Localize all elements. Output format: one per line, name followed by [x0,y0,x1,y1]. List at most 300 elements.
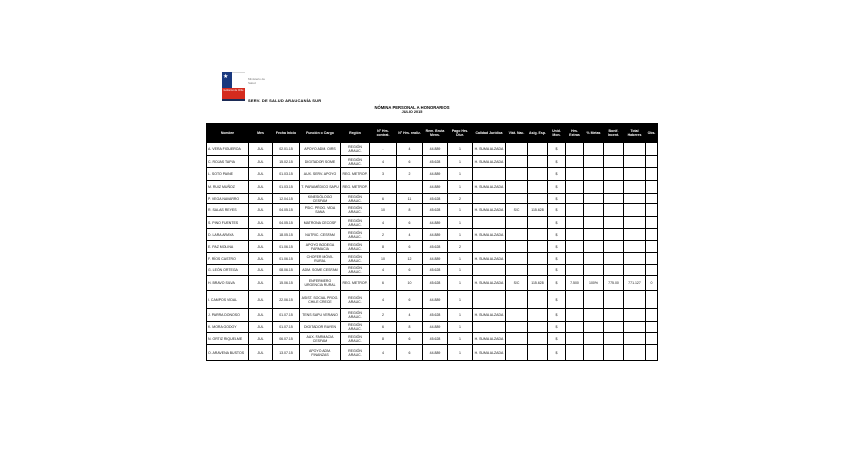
table-cell: $ [548,241,566,253]
table-cell [646,322,658,333]
table-cell [566,156,584,168]
table-cell: $ [548,168,566,181]
table-cell [584,156,604,168]
table-cell: 100% [584,276,604,291]
table-cell: 1 [448,229,473,241]
table-cell: 6 [370,322,397,333]
table-row [207,291,658,309]
table-cell [473,194,506,204]
column-header: Función o Cargo [300,124,341,143]
table-cell: JUL [249,276,273,291]
table-cell [624,345,646,361]
table-cell: 44.889 [423,229,448,241]
table-cell: CHOFER MÓVIL RURAL [300,253,341,265]
table-cell: REGIÓN ARAUC. [341,194,370,204]
table-cell: JUL [249,291,273,309]
table-cell [624,143,646,156]
table-cell: 01.07.15 [273,309,300,322]
column-header: N° Hrs. contrat. [370,124,397,143]
table-cell [566,194,584,204]
table-cell: $ [548,265,566,276]
column-header: Asig. Esp. [528,124,548,143]
table-cell [528,181,548,194]
table-cell: 6 [397,345,423,361]
table-cell: $ [548,194,566,204]
table-cell: JUL [249,194,273,204]
table-cell: H. SUMA ALZADA [473,143,506,156]
table-cell: 2 [448,241,473,253]
table-cell [473,217,506,229]
table-cell [397,181,423,194]
column-header: Rem. Bruta Mens. [423,124,448,143]
table-cell [566,241,584,253]
table-cell [624,333,646,345]
table-cell: ASIST. SOCIAL PROG. CHILE CRECE [300,291,341,309]
column-header: Unid. Mon. [548,124,566,143]
table-cell: REG. METROP. [341,181,370,194]
table-cell [604,194,624,204]
table-cell: C. ROJAS TAPIA [207,156,249,168]
table-cell: REGIÓN ARAUC. [341,265,370,276]
table-cell [646,194,658,204]
table-cell [528,143,548,156]
table-cell: 6 [397,156,423,168]
table-cell [584,143,604,156]
table-cell: REGIÓN ARAUC. [341,309,370,322]
title-line2: JULIO 2015 [401,110,423,114]
table-cell: REG. METROP. [341,276,370,291]
column-header: Hrs. Extras [566,124,584,143]
table-cell: 45.628 [423,276,448,291]
table-cell: JUL [249,181,273,194]
table-cell: JUL [249,143,273,156]
table-row [207,322,658,333]
table-cell [624,322,646,333]
table-cell: 18.05.15 [273,229,300,241]
table-cell [604,229,624,241]
table-cell [584,181,604,194]
table-cell: H. SUMA ALZADA [473,156,506,168]
table-cell: 1 [448,322,473,333]
table-cell: A. VERA FIGUEROA [207,143,249,156]
table-cell [528,253,548,265]
table-header-row [207,124,658,143]
table-cell [370,181,397,194]
table-cell: JUL [249,156,273,168]
table-row [207,241,658,253]
table-cell [646,309,658,322]
table-cell [473,241,506,253]
table-cell: REGIÓN ARAUC. [341,345,370,361]
column-header: Pago Hrs. Diur. [448,124,473,143]
table-cell [604,143,624,156]
table-cell [646,168,658,181]
table-cell: REGIÓN ARAUC. [341,217,370,229]
table-cell [528,156,548,168]
gobierno-de-chile-logo [222,72,245,102]
table-cell: DIGITADOR RAYEN [300,322,341,333]
table-cell [624,217,646,229]
table-cell: 6 [397,265,423,276]
column-header: Nombre [207,124,249,143]
column-header: Calidad Jurídica [473,124,506,143]
table-cell: 1 [448,217,473,229]
logo-caption-line1: Ministerio de [248,77,266,81]
table-cell: N. ORTIZ RIQUELME [207,333,249,345]
table-cell [506,156,528,168]
table-cell [646,217,658,229]
table-row [207,265,658,276]
table-cell [584,229,604,241]
table-cell: 2 [397,168,423,181]
table-cell [584,309,604,322]
table-cell: 6 [397,291,423,309]
table-row [207,217,658,229]
table-cell: 4 [370,217,397,229]
logo-base-strip [222,99,245,101]
table-cell [584,265,604,276]
table-cell: 1 [448,168,473,181]
table-cell: REGIÓN ARAUC. [341,241,370,253]
table-cell: 22.06.15 [273,291,300,309]
table-cell: 115.628 [528,276,548,291]
table-cell [584,253,604,265]
table-cell: REGIÓN ARAUC. [341,291,370,309]
table-cell [566,229,584,241]
table-cell: 45.628 [423,241,448,253]
table-cell [646,265,658,276]
table-cell [528,309,548,322]
table-cell: H. SUMA ALZADA [473,276,506,291]
table-cell: $ [548,322,566,333]
table-cell: 1 [448,156,473,168]
table-cell: 01.07.15 [273,322,300,333]
table-cell: 04.05.15 [273,204,300,217]
table-cell [604,345,624,361]
document-title [300,105,524,115]
table-cell: F. RÍOS CASTRO [207,253,249,265]
table-row [207,181,658,194]
table-cell [506,241,528,253]
table-cell: $ [548,345,566,361]
table-cell: 0 [646,276,658,291]
table-cell [584,194,604,204]
table-cell [624,229,646,241]
flag-blue-canton [222,72,232,88]
table-cell [584,291,604,309]
table-cell: REGIÓN ARAUC. [341,229,370,241]
table-cell: 06.07.15 [273,333,300,345]
table-cell: REGIÓN ARAUC. [341,204,370,217]
table-cell: J. PARRA DONOSO [207,309,249,322]
table-cell: TENS SAPU VERANO [300,309,341,322]
table-cell [646,156,658,168]
table-cell: P. VEGA NAVARRO [207,194,249,204]
table-cell [584,345,604,361]
table-cell: S. PINO FUENTES [207,217,249,229]
table-cell: 8 [370,241,397,253]
table-cell: REGIÓN ARAUC. [341,322,370,333]
table-row [207,229,658,241]
star-icon: ★ [223,74,229,80]
table-row [207,143,658,156]
table-row [207,204,658,217]
table-cell [624,204,646,217]
table-cell [646,241,658,253]
flag-white-field [232,72,245,89]
table-cell [624,181,646,194]
table-cell: 13.07.15 [273,345,300,361]
table-cell: JUL [249,345,273,361]
table-cell: 02.01.15 [273,143,300,156]
table-cell: $ [548,204,566,217]
table-cell [584,204,604,217]
table-cell [566,181,584,194]
table-cell: 1 [448,291,473,309]
table-cell: 01.03.15 [273,181,300,194]
table-cell: 44.889 [423,168,448,181]
table-cell: APOYO ADM. FINANZAS [300,345,341,361]
table-cell [528,168,548,181]
column-header: N° Hrs. realiz. [397,124,423,143]
table-cell: 12.04.15 [273,194,300,204]
table-cell: JUL [249,333,273,345]
table-cell: 12 [397,253,423,265]
table-cell [566,253,584,265]
table-cell: 01.03.15 [273,168,300,181]
table-cell: JUL [249,217,273,229]
table-cell [624,194,646,204]
table-cell: 10 [397,276,423,291]
table-cell: 10 [370,253,397,265]
table-cell [604,168,624,181]
column-header: % Metas [584,124,604,143]
table-cell [604,291,624,309]
table-cell: 4 [370,345,397,361]
table-cell: 1 [448,143,473,156]
table-cell [624,168,646,181]
table-cell: 1 [448,276,473,291]
table-cell [624,291,646,309]
table-cell: 2 [370,309,397,322]
table-cell: $ [548,291,566,309]
table-cell [566,309,584,322]
table-cell [604,181,624,194]
table-cell: O. ARAVENA BUSTOS [207,345,249,361]
table-row [207,156,658,168]
table-cell: T. PARAMÉDICO SAPU [300,181,341,194]
column-header: Total Haberes [624,124,646,143]
table-cell: 6 [370,276,397,291]
table-cell [528,241,548,253]
table-cell: 1 [448,204,473,217]
flag-red-band: Gobierno de Chile [222,88,245,100]
table-cell: 44.889 [423,217,448,229]
table-cell [624,265,646,276]
table-cell: 6 [370,194,397,204]
table-cell: 6 [397,217,423,229]
table-cell: H. BRAVO SILVA [207,276,249,291]
table-cell: 1 [448,253,473,265]
table-cell: 45.628 [423,156,448,168]
table-cell: 1 [448,265,473,276]
table-cell: D. LARA ARAYA [207,229,249,241]
table-row [207,276,658,291]
table-cell [566,265,584,276]
table-cell [646,204,658,217]
table-cell: 8 [370,333,397,345]
table-cell [624,156,646,168]
table-cell [528,322,548,333]
table-row [207,309,658,322]
table-cell [473,291,506,309]
table-cell: S/C [506,276,528,291]
table-cell: AUX. SERV. APOYO [300,168,341,181]
table-cell [604,265,624,276]
table-cell [528,345,548,361]
table-cell: 3 [370,168,397,181]
personnel-table [206,123,658,361]
column-header: Región [341,124,370,143]
table-cell [604,156,624,168]
table-cell: 4 [397,309,423,322]
table-cell [506,322,528,333]
table-cell: H. SUMA ALZADA [473,333,506,345]
table-cell [506,253,528,265]
table-row [207,194,658,204]
table-cell: H. SUMA ALZADA [473,309,506,322]
table-cell: S/C [506,204,528,217]
table-cell: 11 [397,194,423,204]
logo-caption-line2: Salud [248,80,256,85]
table-cell [624,253,646,265]
table-cell: 01.06.15 [273,253,300,265]
table-cell: JUL [249,265,273,276]
table-cell: $ [548,217,566,229]
table-cell: 15.06.15 [273,276,300,291]
table-row [207,253,658,265]
table-cell: 8 [397,204,423,217]
table-cell: 4 [370,265,397,276]
table-cell: MATRONA CECOSF [300,217,341,229]
table-cell: 44.889 [423,143,448,156]
table-cell: APOYO BODEGA FARMACIA [300,241,341,253]
table-cell [584,217,604,229]
table-cell: 1 [448,345,473,361]
personnel-table-wrap [206,123,657,361]
table-cell [604,204,624,217]
table-cell: REGIÓN ARAUC. [341,143,370,156]
table-cell [566,168,584,181]
table-cell: R. SALAS REYES [207,204,249,217]
table-cell: 44.889 [423,253,448,265]
table-cell: 4 [397,229,423,241]
table-cell [473,168,506,181]
table-cell: $ [548,276,566,291]
table-cell: $ [548,181,566,194]
table-cell: KINESIÓLOGO CESFAM [300,194,341,204]
table-cell [566,333,584,345]
table-cell [566,217,584,229]
table-cell [506,168,528,181]
table-cell: 45.628 [423,333,448,345]
table-cell [646,345,658,361]
table-cell [506,333,528,345]
table-cell: PSIC. PROG. VIDA SANA [300,204,341,217]
table-cell: 08.06.15 [273,265,300,276]
table-cell: 7.500 [566,276,584,291]
table-cell: 1 [448,181,473,194]
table-cell: 2 [448,194,473,204]
table-cell [506,181,528,194]
table-cell: REG. METROP. [341,168,370,181]
title-line1: NÓMINA PERSONAL A HONORARIOS [374,105,450,110]
table-cell: 45.628 [423,204,448,217]
table-cell: H. SUMA ALZADA [473,181,506,194]
agency-name: SERV. DE SALUD ARAUCANÍA SUR [248,98,322,103]
table-cell [604,333,624,345]
table-cell [528,265,548,276]
table-cell: K. MORA GODOY [207,322,249,333]
table-cell: $ [548,143,566,156]
table-cell: 8 [397,322,423,333]
table-cell [646,143,658,156]
table-cell: $ [548,309,566,322]
table-cell: H. SUMA ALZADA [473,204,506,217]
table-cell: JUL [249,309,273,322]
table-cell [528,229,548,241]
table-cell: 2 [370,229,397,241]
table-cell: NUTRIC. CESFAM [300,229,341,241]
table-cell: DIGITADOR SOME [300,156,341,168]
table-cell: JUL [249,229,273,241]
table-cell: H. SUMA ALZADA [473,345,506,361]
table-cell: JUL [249,168,273,181]
table-cell: 115.628 [528,204,548,217]
table-cell: REGIÓN ARAUC. [341,156,370,168]
column-header: Fecha Inicio [273,124,300,143]
table-cell: 1 [448,333,473,345]
table-cell: JUL [249,253,273,265]
table-cell [528,333,548,345]
table-cell: I. CAMPOS VIDAL [207,291,249,309]
table-cell: L. SOTO PAINE [207,168,249,181]
table-cell [584,168,604,181]
table-cell: 10 [370,204,397,217]
table-cell [604,322,624,333]
table-cell [473,265,506,276]
column-header: Viát. Nac. [506,124,528,143]
table-cell: $ [548,253,566,265]
column-header: Mes [249,124,273,143]
table-cell [584,241,604,253]
table-cell: REGIÓN ARAUC. [341,253,370,265]
table-cell: JUL [249,204,273,217]
table-cell [506,309,528,322]
table-cell [528,217,548,229]
table-cell [584,322,604,333]
table-cell: H. SUMA ALZADA [473,253,506,265]
table-cell: 6 [397,241,423,253]
table-cell [604,217,624,229]
table-cell: 4 [370,156,397,168]
table-cell [506,143,528,156]
table-cell: 4 [397,143,423,156]
table-cell [584,333,604,345]
table-cell: 775.00 [604,276,624,291]
table-cell: 771.127 [624,276,646,291]
table-cell: - [370,143,397,156]
